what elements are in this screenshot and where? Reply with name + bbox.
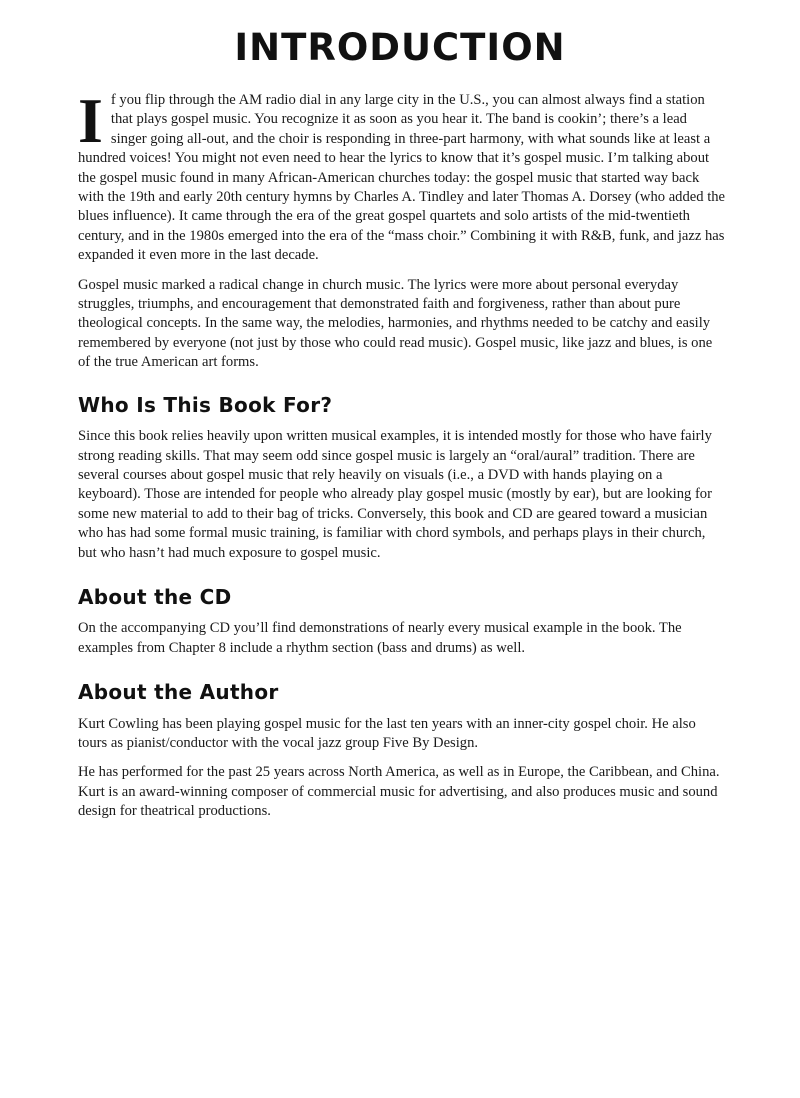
who-paragraph: Since this book relies heavily upon written musical examples, it is intended mostly for those who have fairly strong reading skills. That may seem odd since gospel music is largely an “oral/aural” tradition. There are several courses about gospel music that rely heavily on visuals (i.e., a DVD with hands playing on a keyboard). Those are intended for people who already play gospel music (mostly by ear), but are looking for some new material to add to their bag of tricks. Conversely, this book and CD are geared toward a musician who has had some formal music training, is familiar with chord symbols, and perhaps plays in their church, but who hasn’t had much exposure to gospel music. — [78, 428, 712, 561]
intro-paragraph-1-text: f you flip through the AM radio dial in any large city in the U.S., you can almost always find a station that plays gospel music. You recognize it as soon as you hear it. The band is cookin’; there’s a lead singer going all-out, and the choir is responding in three-part harmony, with what sounds like at least a hundred voices! You might not even need to hear the lyrics to know that it’s gospel music. I’m talking about the gospel music found in many African-American churches today: the gospel music that started way back with the 19th and early 20th century hymns by Charles A. Tindley and later Thomas A. Dorsey (who added the blues influence). It came through the era of the great gospel quartets and solo artists of the mid-twentieth century, and in the 1980s emerged into the era of the “mass choir.” Combining it with R&B, funk, and jazz has expanded it even more in the last decade. — [78, 92, 726, 264]
page-title: INTRODUCTION — [234, 26, 566, 69]
intro-paragraph-2: Gospel music marked a radical change in church music. The lyrics were more about personal everyday struggles, triumphs, and encouragement that demonstrated faith and forgiveness, rather than about pure theological concepts. In the same way, the melodies, harmonies, and rhythms needed to be catchy and easily remembered by everyone (not just by those who could read music). Gospel music, like jazz and blues, is one of the true American art forms. — [78, 276, 713, 371]
author-paragraph-1: Kurt Cowling has been playing gospel music for the last ten years with an inner-city gospel choir. He also tours as pianist/conductor with the vocal jazz group Five By Design. — [78, 715, 696, 751]
author-paragraph-2: He has performed for the past 25 years across North America, as well as in Europe, the Caribbean, and China. Kurt is an award-winning composer of commercial music for advertising, and also produces music and sound design for theatrical productions. — [78, 764, 720, 820]
section-heading-cd: About the CD — [78, 584, 232, 609]
cd-paragraph: On the accompanying CD you’ll find demonstrations of nearly every musical example in the book. The examples from Chapter 8 include a rhythm section (bass and drums) as well. — [78, 620, 682, 656]
drop-cap: I — [78, 85, 103, 156]
page-body — [78, 85, 726, 832]
intro-paragraph-1 — [78, 85, 726, 266]
section-heading-author: About the Author — [78, 680, 279, 705]
section-heading-who: Who Is This Book For? — [78, 392, 333, 417]
